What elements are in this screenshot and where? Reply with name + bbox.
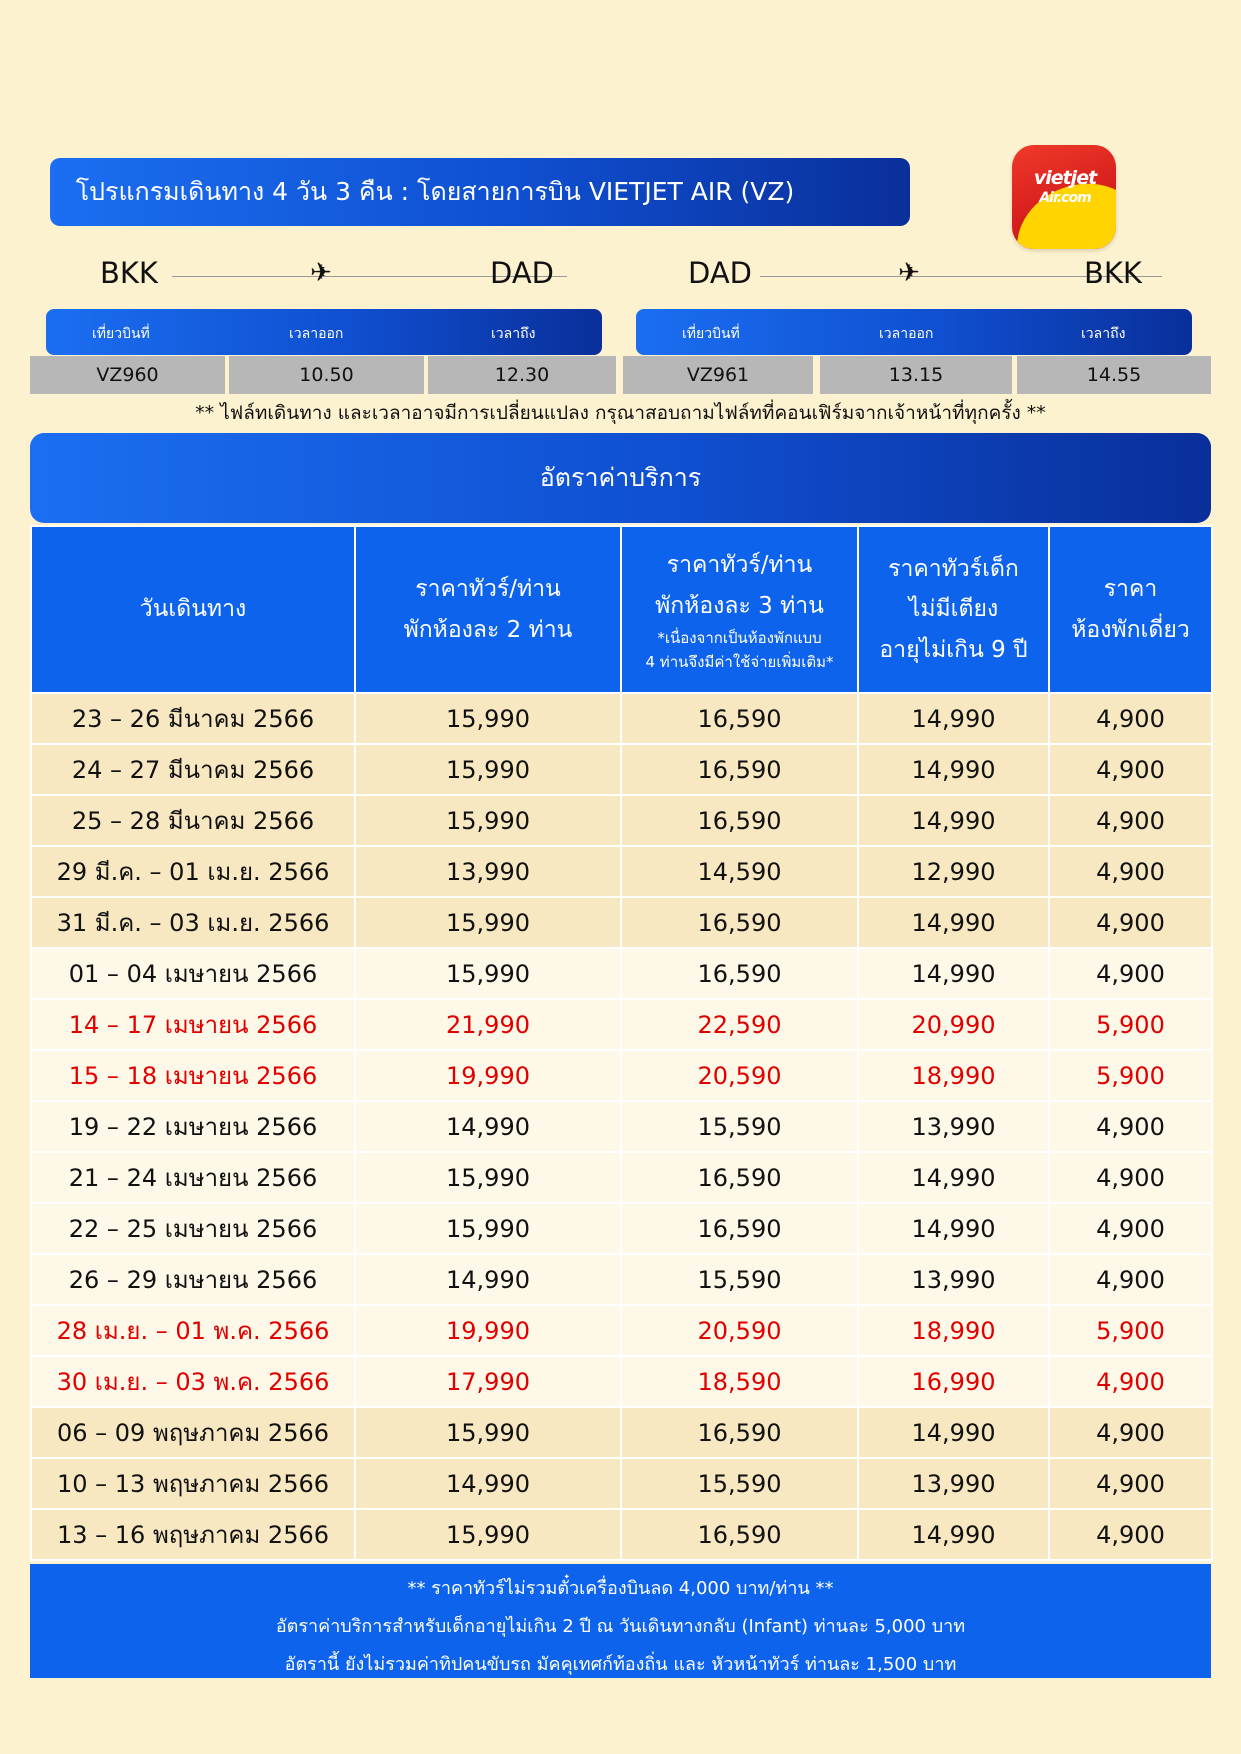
logo-text xyxy=(1020,169,1110,207)
cell-triple: 20,590 xyxy=(621,1050,858,1101)
cell-triple: 22,590 xyxy=(621,999,858,1050)
outbound-arrive-time: 12.30 xyxy=(428,356,616,394)
cell-triple: 15,590 xyxy=(621,1458,858,1509)
table-row xyxy=(31,1407,1212,1458)
cell-child: 14,990 xyxy=(858,795,1049,846)
header-twin-l2: พักห้องละ 2 ท่าน xyxy=(403,616,573,643)
cell-child: 14,990 xyxy=(858,1509,1049,1560)
header-triple-l2: พักห้องละ 3 ท่าน xyxy=(655,592,824,619)
cell-date: 30 เม.ย. – 03 พ.ค. 2566 xyxy=(31,1356,355,1407)
cell-twin: 14,990 xyxy=(355,1254,621,1305)
cell-twin: 15,990 xyxy=(355,693,621,744)
cell-single: 4,900 xyxy=(1049,1356,1212,1407)
cell-child: 14,990 xyxy=(858,1407,1049,1458)
cell-child: 20,990 xyxy=(858,999,1049,1050)
header-single-l2: ห้องพักเดี่ยว xyxy=(1071,616,1190,643)
cell-triple: 16,590 xyxy=(621,1203,858,1254)
cell-triple: 14,590 xyxy=(621,846,858,897)
cell-date: 31 มี.ค. – 03 เม.ย. 2566 xyxy=(31,897,355,948)
header-child-l2: ไม่มีเตียง xyxy=(908,596,999,623)
footer-line-1: ** ราคาทัวร์ไม่รวมตั๋วเครื่องบินลด 4,000 บาท/ท่าน ** xyxy=(407,1578,834,1599)
cell-single: 5,900 xyxy=(1049,999,1212,1050)
table-row xyxy=(31,1305,1212,1356)
cell-single: 4,900 xyxy=(1049,1407,1212,1458)
cell-single: 4,900 xyxy=(1049,1458,1212,1509)
table-row xyxy=(31,693,1212,744)
inbound-destination: BKK xyxy=(1084,256,1142,290)
cell-date: 21 – 24 เมษายน 2566 xyxy=(31,1152,355,1203)
cell-twin: 19,990 xyxy=(355,1050,621,1101)
outbound-flight-number: VZ960 xyxy=(30,356,225,394)
table-row xyxy=(31,897,1212,948)
cell-twin: 15,990 xyxy=(355,897,621,948)
vietjet-logo xyxy=(1012,145,1116,249)
cell-triple: 16,590 xyxy=(621,948,858,999)
inbound-flight-number: VZ961 xyxy=(623,356,813,394)
header-triple-price xyxy=(621,526,858,693)
cell-twin: 15,990 xyxy=(355,1203,621,1254)
inbound-depart-time: 13.15 xyxy=(820,356,1012,394)
cell-date: 06 – 09 พฤษภาคม 2566 xyxy=(31,1407,355,1458)
inbound-arrive-time: 14.55 xyxy=(1017,356,1211,394)
table-row xyxy=(31,846,1212,897)
table-row xyxy=(31,1356,1212,1407)
cell-twin: 15,990 xyxy=(355,1509,621,1560)
program-title: โปรแกรมเดินทาง 4 วัน 3 คืน : โดยสายการบิน VIETJET AIR (VZ) xyxy=(50,158,910,226)
price-footer-notes xyxy=(30,1564,1211,1678)
header-travel-date xyxy=(31,526,355,693)
cell-single: 4,900 xyxy=(1049,1101,1212,1152)
cell-triple: 16,590 xyxy=(621,795,858,846)
cell-date: 10 – 13 พฤษภาคม 2566 xyxy=(31,1458,355,1509)
price-table xyxy=(30,525,1213,1561)
table-row xyxy=(31,1050,1212,1101)
table-row xyxy=(31,1254,1212,1305)
outbound-route xyxy=(100,256,560,296)
cell-twin: 14,990 xyxy=(355,1101,621,1152)
cell-twin: 17,990 xyxy=(355,1356,621,1407)
cell-single: 4,900 xyxy=(1049,1254,1212,1305)
cell-single: 5,900 xyxy=(1049,1305,1212,1356)
inbound-flight-header xyxy=(636,309,1192,355)
cell-child: 14,990 xyxy=(858,744,1049,795)
cell-child: 14,990 xyxy=(858,948,1049,999)
table-row xyxy=(31,948,1212,999)
table-row xyxy=(31,1203,1212,1254)
cell-child: 18,990 xyxy=(858,1305,1049,1356)
cell-single: 4,900 xyxy=(1049,744,1212,795)
cell-single: 4,900 xyxy=(1049,1152,1212,1203)
cell-child: 12,990 xyxy=(858,846,1049,897)
cell-date: 29 มี.ค. – 01 เม.ย. 2566 xyxy=(31,846,355,897)
cell-triple: 16,590 xyxy=(621,1152,858,1203)
cell-date: 28 เม.ย. – 01 พ.ค. 2566 xyxy=(31,1305,355,1356)
outbound-flight-header xyxy=(46,309,602,355)
cell-triple: 16,590 xyxy=(621,897,858,948)
header-single-supplement xyxy=(1049,526,1212,693)
cell-single: 4,900 xyxy=(1049,897,1212,948)
header-child-l3: อายุไม่เกิน 9 ปี xyxy=(879,636,1028,663)
cell-child: 14,990 xyxy=(858,897,1049,948)
header-triple-l1: ราคาทัวร์/ท่าน xyxy=(666,552,813,579)
table-row xyxy=(31,744,1212,795)
header-date-text: วันเดินทาง xyxy=(139,596,247,623)
cell-child: 13,990 xyxy=(858,1101,1049,1152)
cell-twin: 13,990 xyxy=(355,846,621,897)
header-child-price xyxy=(858,526,1049,693)
inbound-depart-label: เวลาออก xyxy=(879,326,934,342)
header-twin-l1: ราคาทัวร์/ท่าน xyxy=(415,576,561,603)
rates-title: อัตราค่าบริการ xyxy=(30,433,1211,523)
cell-single: 4,900 xyxy=(1049,1509,1212,1560)
outbound-depart-time: 10.50 xyxy=(229,356,424,394)
table-row xyxy=(31,1152,1212,1203)
cell-date: 13 – 16 พฤษภาคม 2566 xyxy=(31,1509,355,1560)
cell-triple: 20,590 xyxy=(621,1305,858,1356)
cell-triple: 16,590 xyxy=(621,1509,858,1560)
airplane-icon: ✈ xyxy=(310,258,332,288)
logo-line2: Air.com xyxy=(1039,190,1091,206)
header-child-l1: ราคาทัวร์เด็ก xyxy=(888,556,1019,583)
cell-date: 19 – 22 เมษายน 2566 xyxy=(31,1101,355,1152)
cell-twin: 15,990 xyxy=(355,948,621,999)
outbound-arrive-label: เวลาถึง xyxy=(491,326,536,342)
cell-triple: 15,590 xyxy=(621,1101,858,1152)
footer-line-2: อัตราค่าบริการสำหรับเด็กอายุไม่เกิน 2 ปี ณ วันเดินทางกลับ (Infant) ท่านละ 5,000 บาท xyxy=(275,1616,966,1637)
inbound-origin: DAD xyxy=(688,256,752,290)
cell-twin: 15,990 xyxy=(355,1152,621,1203)
outbound-origin: BKK xyxy=(100,256,158,290)
footer-line-3: อัตรานี้ ยังไม่รวมค่าทิปคนขับรถ มัคคุเทศก์ท้องถิ่น และ หัวหน้าทัวร์ ท่านละ 1,500 บาท xyxy=(284,1654,957,1675)
flight-change-note: ** ไฟล์ทเดินทาง และเวลาอาจมีการเปลี่ยนแปลง กรุณาสอบถามไฟล์ทที่คอนเฟิร์มจากเจ้าหน้าที่ทุกครั้ง ** xyxy=(195,402,1046,424)
cell-child: 14,990 xyxy=(858,1152,1049,1203)
cell-date: 22 – 25 เมษายน 2566 xyxy=(31,1203,355,1254)
cell-triple: 18,590 xyxy=(621,1356,858,1407)
cell-twin: 15,990 xyxy=(355,795,621,846)
cell-single: 4,900 xyxy=(1049,948,1212,999)
cell-twin: 19,990 xyxy=(355,1305,621,1356)
outbound-flight-label: เที่ยวบินที่ xyxy=(92,326,150,342)
cell-triple: 15,590 xyxy=(621,1254,858,1305)
cell-twin: 21,990 xyxy=(355,999,621,1050)
cell-date: 23 – 26 มีนาคม 2566 xyxy=(31,693,355,744)
cell-date: 24 – 27 มีนาคม 2566 xyxy=(31,744,355,795)
cell-single: 4,900 xyxy=(1049,846,1212,897)
cell-twin: 15,990 xyxy=(355,1407,621,1458)
outbound-depart-label: เวลาออก xyxy=(289,326,344,342)
cell-single: 4,900 xyxy=(1049,693,1212,744)
outbound-destination: DAD xyxy=(490,256,554,290)
table-row xyxy=(31,999,1212,1050)
cell-child: 13,990 xyxy=(858,1254,1049,1305)
cell-child: 18,990 xyxy=(858,1050,1049,1101)
price-table-header xyxy=(31,526,1212,693)
cell-child: 14,990 xyxy=(858,693,1049,744)
cell-triple: 16,590 xyxy=(621,744,858,795)
table-row xyxy=(31,1509,1212,1560)
header-twin-price xyxy=(355,526,621,693)
inbound-arrive-label: เวลาถึง xyxy=(1081,326,1126,342)
cell-date: 01 – 04 เมษายน 2566 xyxy=(31,948,355,999)
header-single-l1: ราคา xyxy=(1103,576,1158,603)
cell-child: 14,990 xyxy=(858,1203,1049,1254)
cell-child: 13,990 xyxy=(858,1458,1049,1509)
table-row xyxy=(31,1458,1212,1509)
cell-date: 15 – 18 เมษายน 2566 xyxy=(31,1050,355,1101)
header-triple-note-l2: 4 ท่านจึงมีค่าใช้จ่ายเพิ่มเติม* xyxy=(645,652,834,671)
cell-date: 14 – 17 เมษายน 2566 xyxy=(31,999,355,1050)
cell-date: 26 – 29 เมษายน 2566 xyxy=(31,1254,355,1305)
cell-twin: 14,990 xyxy=(355,1458,621,1509)
cell-child: 16,990 xyxy=(858,1356,1049,1407)
inbound-flight-label: เที่ยวบินที่ xyxy=(682,326,740,342)
cell-twin: 15,990 xyxy=(355,744,621,795)
cell-single: 4,900 xyxy=(1049,1203,1212,1254)
cell-single: 4,900 xyxy=(1049,795,1212,846)
cell-date: 25 – 28 มีนาคม 2566 xyxy=(31,795,355,846)
table-row xyxy=(31,795,1212,846)
header-triple-note-l1: *เนื่องจากเป็นห้องพักแบบ xyxy=(657,628,822,647)
cell-single: 5,900 xyxy=(1049,1050,1212,1101)
table-row xyxy=(31,1101,1212,1152)
cell-triple: 16,590 xyxy=(621,1407,858,1458)
inbound-route xyxy=(688,256,1148,296)
logo-line1: vietjet xyxy=(1033,167,1097,189)
cell-triple: 16,590 xyxy=(621,693,858,744)
airplane-icon: ✈ xyxy=(898,258,920,288)
